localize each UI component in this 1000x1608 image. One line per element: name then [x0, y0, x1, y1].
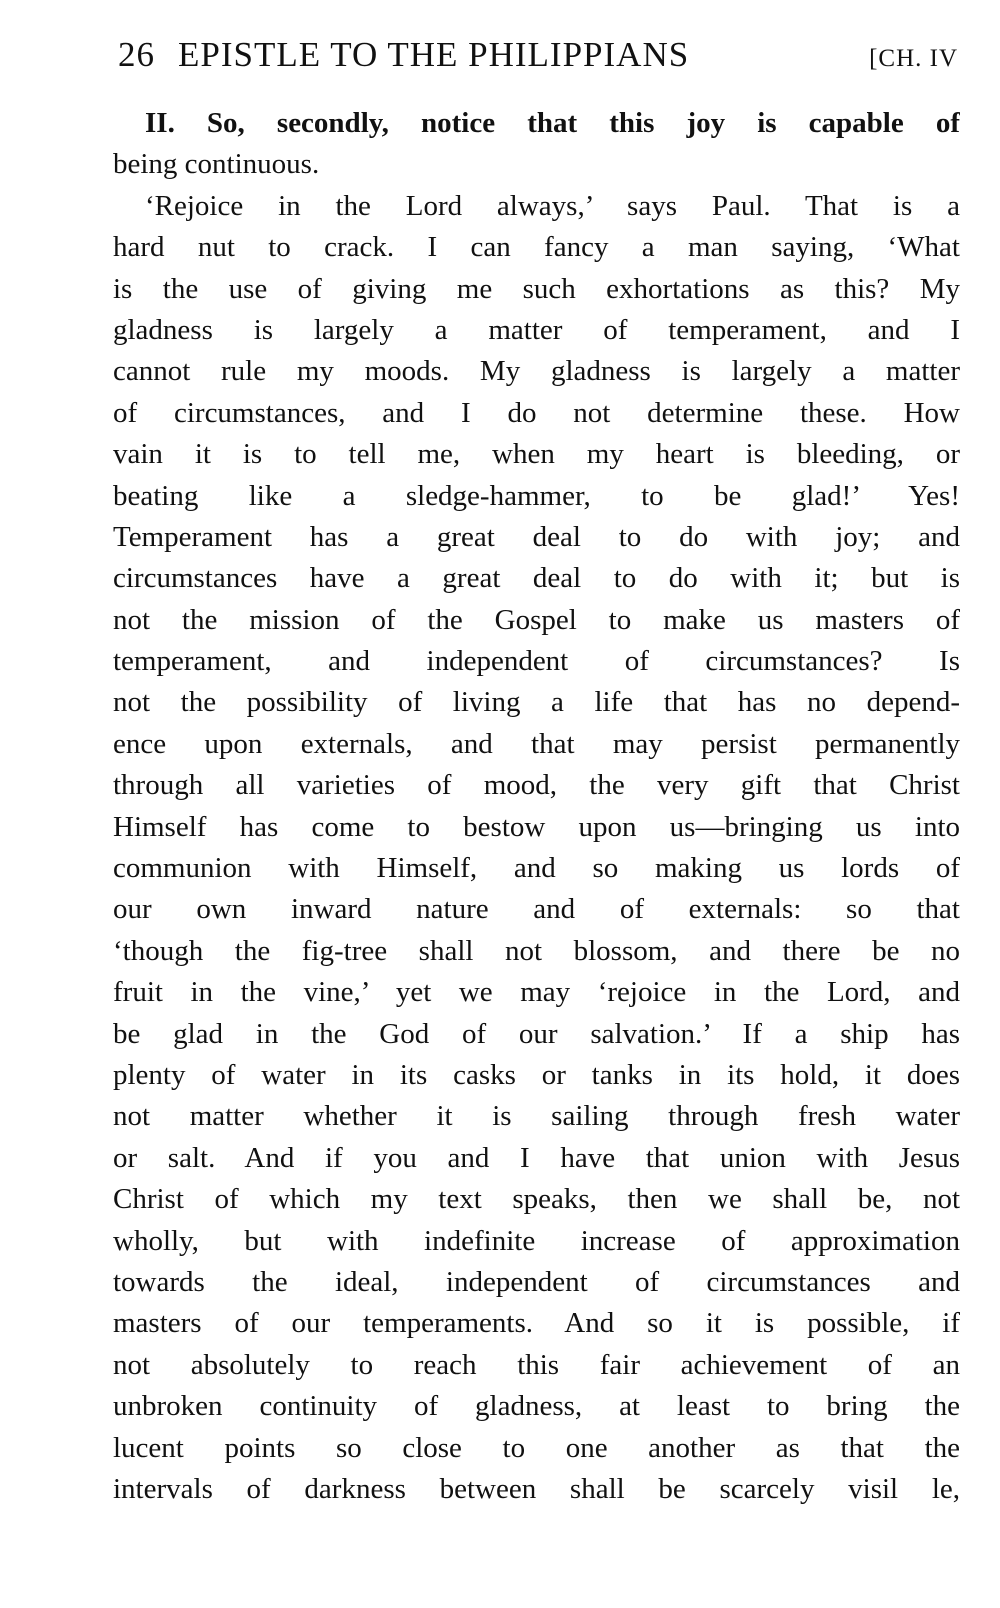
text-line: II. So, secondly, notice that this joy is capable of [145, 107, 960, 139]
text-line: or salt. And if you and I have that union with Jesus [113, 1141, 960, 1174]
text-line: ence upon externals, and that may persist permanently [113, 727, 960, 760]
text-line: wholly, but with indefinite increase of approximation [113, 1224, 960, 1257]
text-line: not matter whether it is sailing through fresh water [113, 1100, 960, 1133]
text-line: not the mission of the Gospel to make us masters of [113, 603, 960, 636]
text-line: plenty of water in its casks or tanks in its hold, it does [113, 1058, 960, 1091]
text-line: circumstances have a great deal to do with it; but is [113, 562, 960, 595]
text-line: Christ of which my text speaks, then we shall be, not [113, 1183, 960, 1216]
text-line: of circumstances, and I do not determine these. How [113, 396, 960, 429]
text-line: lucent points so close to one another as that the [113, 1431, 960, 1464]
chapter-reference: [CH. IV [869, 45, 958, 72]
body-text [113, 103, 960, 1510]
text-line: cannot rule my moods. My gladness is largely a matter [113, 355, 960, 388]
text-line: fruit in the vine,’ yet we may ‘rejoice in the Lord, and [113, 976, 960, 1009]
page-number: 26 [118, 35, 155, 74]
text-line: through all varieties of mood, the very gift that Christ [113, 769, 960, 802]
text-line: ‘though the fig-tree shall not blossom, and there be no [113, 934, 960, 967]
text-line: Himself has come to bestow upon us—bringing us into [113, 810, 960, 843]
running-head [118, 30, 960, 80]
text-line: our own inward nature and of externals: so that [113, 893, 960, 926]
text-line: communion with Himself, and so making us lords of [113, 852, 960, 885]
text-line: being continuous. [113, 148, 320, 181]
text-line: Temperament has a great deal to do with joy; and [113, 520, 960, 553]
text-line: towards the ideal, independent of circumstances and [113, 1265, 960, 1298]
text-line: beating like a sledge-hammer, to be glad!’ Yes! [113, 479, 960, 512]
text-line: temperament, and independent of circumstances? Is [113, 645, 960, 678]
text-line: unbroken continuity of gladness, at least to bring the [113, 1390, 960, 1423]
text-line: intervals of darkness between shall be scarcely visil le, [113, 1472, 960, 1505]
text-line: is the use of giving me such exhortations as this? My [113, 272, 960, 305]
text-line: gladness is largely a matter of temperament, and I [113, 313, 960, 346]
text-line: be glad in the God of our salvation.’ If a ship has [113, 1017, 960, 1050]
text-line: not absolutely to reach this fair achievement of an [113, 1348, 960, 1381]
book-title: EPISTLE TO THE PHILIPPIANS [178, 35, 690, 74]
text-line: hard nut to crack. I can fancy a man saying, ‘What [113, 231, 960, 264]
text-line: not the possibility of living a life that has no depend- [113, 686, 960, 719]
text-line: masters of our temperaments. And so it is possible, if [113, 1307, 960, 1340]
text-line: vain it is to tell me, when my heart is bleeding, or [113, 438, 960, 471]
text-line: ‘Rejoice in the Lord always,’ says Paul. That is a [145, 189, 960, 222]
